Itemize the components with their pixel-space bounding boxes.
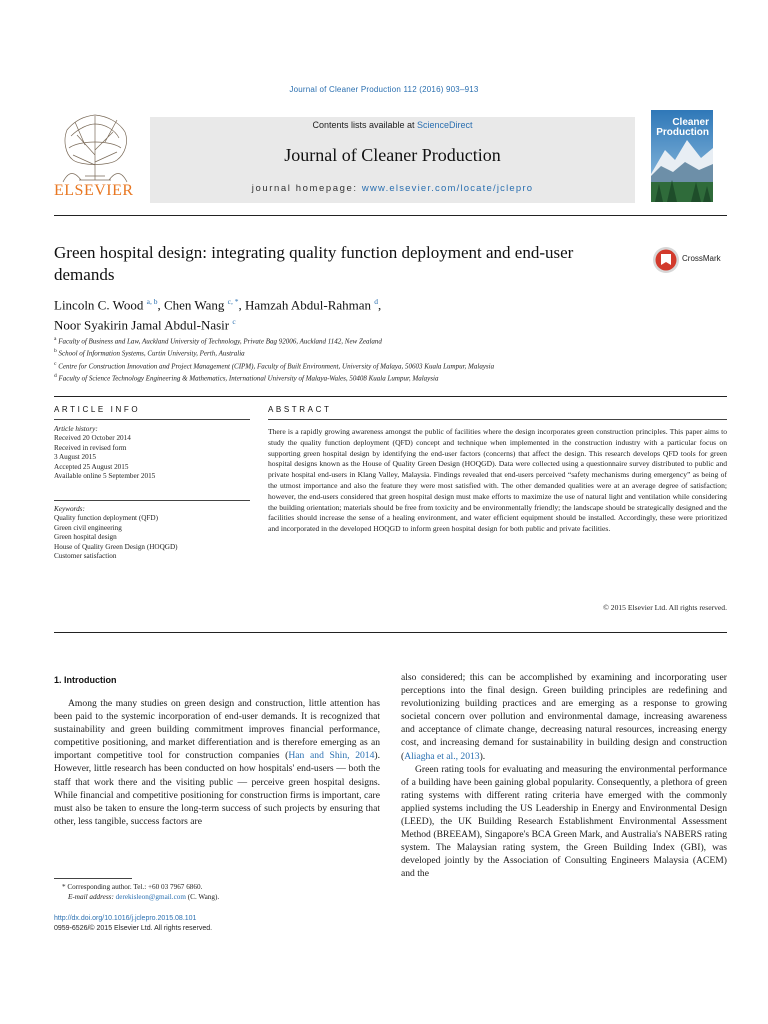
affil-marker: b: [54, 348, 57, 355]
doi-block: [54, 914, 374, 934]
contents-line: [150, 120, 635, 130]
corresponding-author: * Corresponding author. Tel.: +60 03 7967 6860.: [62, 883, 203, 891]
homepage-prefix: journal homepage:: [251, 183, 362, 194]
affil-text: Faculty of Science Technology Engineering & Mathematics, International University of Malaya-Wales, 50408 Kuala Lumpur, Malaysia: [58, 374, 439, 383]
author-affil-marker[interactable]: d: [374, 297, 379, 306]
sciencedirect-link[interactable]: ScienceDirect: [417, 120, 473, 130]
paragraph: [401, 671, 727, 763]
paragraph-text: Among the many studies on green design and construction, little attention has been paid to the systemic incorporation of end-user demands. It is recognized that sustainability and green building commitment improves financial performance, competitive positioning, and market differentiation and is therefore emerging as an important competitive tool for construction companies (: [54, 698, 380, 762]
affiliation-item: [54, 371, 734, 383]
keyword-item: Green hospital design: [54, 533, 117, 542]
affil-text: Faculty of Business and Law, Auckland University of Technology, Private Bag 92006, Auckland 1142, New Zealand: [58, 337, 382, 346]
author-list: Lincoln C. Wood $^{a, b}$, Chen Wang $^{c, *}$, Hamzah Abdul-Rahman $^d$, Noor Syakirin Jamal Abdul-Nasir $^c$: [54, 297, 382, 333]
paragraph-text: also considered; this can be accomplished by examining and incorporating user perceptions into the final design. Green building principles are redefining and revolutionizing building practices and are emerging as a response to growing societal concern over pollution and environmental damage, increasing awareness and acceptance of climate change, decreasing natural resources, increasing energy cost, and increasing demand for sustainability in building design and construction (: [401, 672, 727, 762]
abstract-copyright: © 2015 Elsevier Ltd. All rights reserved.: [603, 603, 727, 612]
right-column: [401, 671, 727, 881]
author-name[interactable]: Lincoln C. Wood: [54, 297, 144, 313]
keywords: [54, 505, 178, 561]
section-heading-introduction: 1. Introduction: [54, 675, 117, 685]
affiliation-item: [54, 346, 734, 358]
reference-link[interactable]: Aliagha et al., 2013: [404, 750, 480, 762]
journal-cover-image: [651, 110, 713, 202]
author-affil-marker[interactable]: a, b: [146, 297, 158, 306]
paragraph-text: ).: [479, 750, 486, 762]
keywords-rule: [54, 500, 250, 501]
journal-homepage: [150, 183, 635, 194]
crossmark-badge[interactable]: [652, 246, 732, 276]
paragraph: Green rating tools for evaluating and measuring the environmental performance of a building have been gaining global popularity. Consequently, a plethora of green rating systems with different rating criteria have emerged with the commonly applied systems including the US Leadership in Energy and Environmental Design (LEED), the UK Building Research Establishment Environmental Assessment Method (BREEAM), Singapore's BCA Green Mark, and Australia's NABERS rating system. The Malaysian rating system, the Green Building Index (GBI), was developed jointly by the Association of Consulting Engineers Malaysia (ACEM) and the: [401, 763, 727, 880]
issn-line: 0959-6526/© 2015 Elsevier Ltd. All rights reserved.: [54, 925, 213, 932]
crossmark-label: CrossMark: [682, 254, 721, 263]
author-affil-marker[interactable]: c: [232, 317, 236, 327]
author-affil-marker[interactable]: c, *: [227, 297, 239, 306]
abstract-rule: [268, 419, 727, 420]
paragraph-text: ). However, little research has been conducted on how hospitals' end-users — both the staff that work there and the visiting public — perceive green hospital designs. While financial and competitive positioning for construction firms is important, care must also be taken to ensure the long-term success of such projects by ensuring that other, less tangible, success factors are: [54, 750, 380, 827]
author-name[interactable]: Chen Wang: [163, 297, 225, 313]
affil-marker: a: [54, 336, 57, 342]
email-link[interactable]: derekisleon@gmail.com: [115, 893, 186, 901]
affiliation-item: [54, 359, 734, 371]
email-label: E-mail address:: [68, 893, 116, 901]
header-rule: [54, 215, 727, 216]
left-column: [54, 697, 380, 828]
history-item: Received in revised form: [54, 443, 127, 452]
cover-title-line2: Production: [656, 127, 709, 138]
author-name[interactable]: Noor Syakirin Jamal Abdul-Nasir: [54, 317, 230, 333]
author-name[interactable]: Hamzah Abdul-Rahman: [245, 297, 372, 313]
reference-link[interactable]: Han and Shin, 2014: [288, 750, 375, 762]
keyword-item: Customer satisfaction: [54, 552, 117, 561]
history-item: Available online 5 September 2015: [54, 472, 156, 481]
footnote-rule: [54, 878, 132, 879]
journal-masthead: [150, 117, 635, 203]
affiliation-item: [54, 334, 734, 346]
abstract-heading: ABSTRACT: [268, 405, 332, 414]
keyword-item: House of Quality Green Design (HOQGD): [54, 542, 178, 551]
keyword-item: Quality function deployment (QFD): [54, 514, 159, 523]
doi-link[interactable]: http://dx.doi.org/10.1016/j.jclepro.2015.08.101: [54, 915, 197, 922]
affil-marker: d: [54, 372, 57, 379]
article-history: [54, 425, 155, 481]
article-info-rule: [54, 419, 250, 420]
email-suffix: (C. Wang).: [185, 893, 220, 901]
article-info-heading: ARTICLE INFO: [54, 405, 141, 414]
affil-text: School of Information Systems, Curtin University, Perth, Australia: [58, 349, 245, 358]
affil-text: Centre for Construction Innovation and Project Management (CIPM), Faculty of Built Environment, University of Malaya, 50603 Kuala Lumpur, Malaysia: [58, 361, 495, 370]
footnote: [54, 882, 354, 902]
email-line: [54, 892, 354, 902]
elsevier-wordmark: ELSEVIER: [54, 182, 134, 199]
history-label: Article history:: [54, 425, 98, 433]
contents-prefix: Contents lists available at: [312, 120, 418, 130]
cover-title-line1: Cleaner: [672, 117, 709, 128]
keywords-label: Keywords:: [54, 505, 85, 513]
body-rule: [54, 632, 727, 633]
abstract-text: There is a rapidly growing awareness amongst the public of facilities where the design incorporates green construction principles. This paper aims to study the quality function deployment (QFD) concept and technique when implemented in the construction industry with a particular focus on supporting green hospital design by identifying the end-user factors (concerns) that affect the design. This research develops QFD tools for green hospital designs known as the House of Quality Green Design (HOQGD). Data were collected using a questionnaire survey distributed to public and private hospital end-users in Klang Valley, Malaysia. Findings revealed that end-users perceived “safety mechanisms during emergency” as being of the utmost importance and also the feature they were most satisfied with. The other demanded qualities were at an average degree of satisfaction; however, the end-users considered that green hospital design must make efforts to maximize the use of natural light and ventilation while considering the building orientation; materials should be free from toxicity and be environmentally friendly; the landscape should be strategically designed and the facilities should increase the sense of a healing environment, and water efficient equipment should be installed. Accordingly, these were prioritized and incorporated in the developed HOQGD to inform green hospital design for both public and private facilities.: [268, 427, 727, 534]
history-item: Received 20 October 2014: [54, 434, 131, 443]
crossmark-icon: [652, 246, 680, 274]
article-title: Green hospital design: integrating quality function deployment and end-user demands: [54, 243, 574, 284]
paragraph: [54, 697, 380, 828]
journal-name: Journal of Cleaner Production: [284, 145, 501, 165]
cover-title: [656, 118, 709, 138]
section-rule: [54, 396, 727, 397]
keyword-item: Green civil engineering: [54, 523, 122, 532]
affil-marker: c: [54, 360, 57, 367]
history-item: Accepted 25 August 2015: [54, 462, 129, 471]
homepage-link[interactable]: www.elsevier.com/locate/jclepro: [361, 183, 534, 194]
journal-citation[interactable]: Journal of Cleaner Production 112 (2016) 903–913: [289, 85, 479, 94]
affiliations: [54, 334, 734, 383]
history-item: 3 August 2015: [54, 453, 96, 462]
